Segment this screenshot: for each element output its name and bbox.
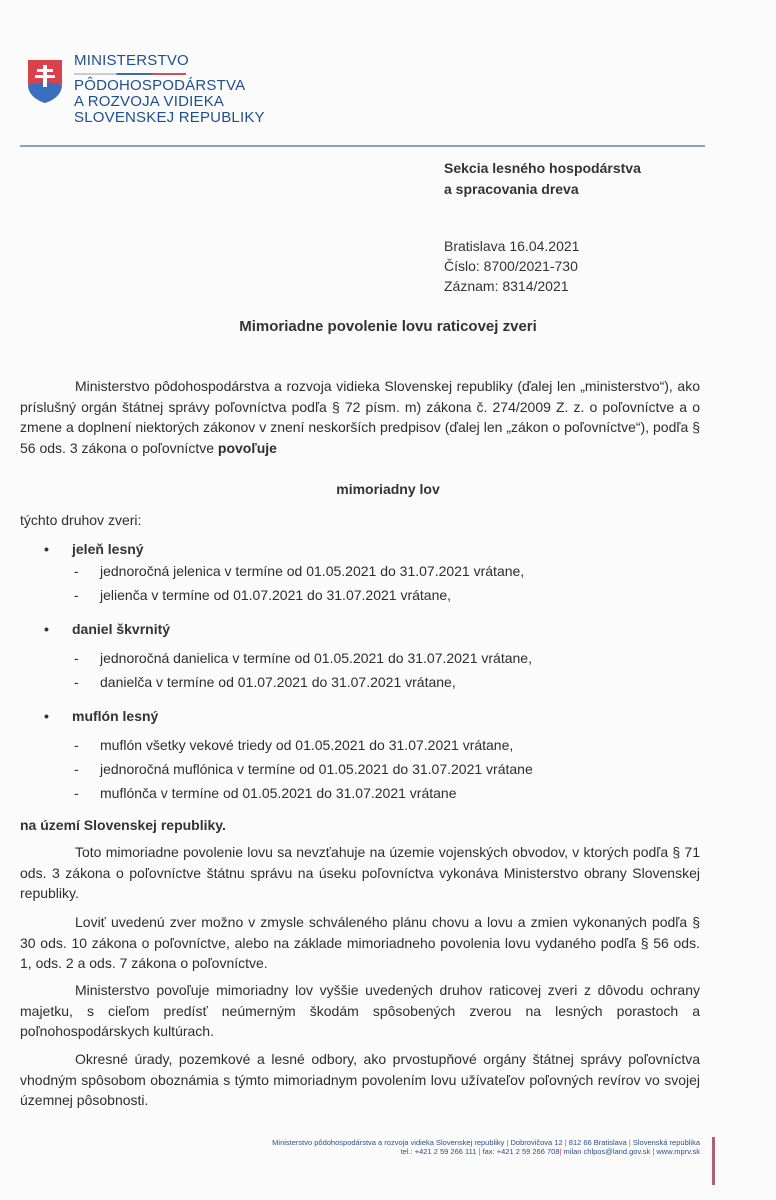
footer-phone: tel.: +421 2 59 266 111 xyxy=(400,1147,477,1156)
footer-org: Ministerstvo pôdohospodárstva a rozvoja vidieka Slovenskej republiky xyxy=(272,1138,505,1147)
body-paragraph: Toto mimoriadne povolenie lovu sa nevzťahuje na územie vojenských obvodov, v ktorých podľa § 71 ods. 3 zákona o poľovníctve štátnu správu na úseku poľovníctva vykonáva Ministerstvo obrany Slovenskej republiky. xyxy=(20,844,700,901)
territory: na území Slovenskej republiky. xyxy=(20,817,226,833)
footer-line-2: tel.: +421 2 59 266 111 | fax: +421 2 59 266 708| milan chlpos@land.gov.sk | www.mprv.sk xyxy=(400,1147,700,1156)
species-item xyxy=(44,541,144,557)
term-text: jednoročná jelenica v termíne od 01.05.2021 do 31.07.2021 vrátane, xyxy=(100,563,525,579)
species-name: jeleň lesný xyxy=(72,541,144,557)
section-line: a spracovania dreva xyxy=(444,181,579,197)
species-item xyxy=(44,708,158,724)
document-meta xyxy=(444,236,579,296)
dash-icon: - xyxy=(74,785,79,801)
body-paragraph: Ministerstvo povoľuje mimoriadny lov vyššie uvedených druhov raticovej zveri z dôvodu ochrany majetku, s cieľom predísť neúmerným škodám spôsobených zverou na lesných porastoch a poľnohospodárskych kultúrach. xyxy=(20,982,700,1039)
footer-email[interactable]: milan chlpos@land.gov.sk xyxy=(563,1147,651,1156)
species-term xyxy=(74,737,513,753)
body-paragraph: Loviť uvedenú zver možno v zmysle schváleného plánu chovu a lovu a zmien vykonaných podľa § 30 ods. 10 zákona o poľovníctve, alebo na základe mimoriadneho povolenia lovu vydaného podľa § 56 ods. 1, ods. 2 a ods. 7 zákona o poľovníctve. xyxy=(20,914,700,971)
tricolor-divider xyxy=(74,73,186,75)
document-number: Číslo: 8700/2021-730 xyxy=(444,258,578,274)
ministry-name-line: MINISTERSTVO xyxy=(74,52,189,69)
species-name: daniel škvrnitý xyxy=(72,621,171,637)
intro-paragraph xyxy=(20,376,700,458)
species-term xyxy=(74,761,533,777)
document-title: Mimoriadne povolenie lovu raticovej zveri xyxy=(239,318,537,335)
footer-street: Dobrovičova 12 xyxy=(510,1138,563,1147)
section-line: Sekcia lesného hospodárstva xyxy=(444,160,641,176)
term-text: jednoročná danielica v termíne od 01.05.2021 do 31.07.2021 vrátane, xyxy=(100,650,532,666)
species-term xyxy=(74,785,456,801)
bullet-icon: • xyxy=(44,541,49,557)
section-name xyxy=(444,158,641,200)
species-intro: týchto druhov zveri: xyxy=(20,512,142,528)
bullet-icon: • xyxy=(44,708,49,724)
ministry-name-line: SLOVENSKEJ REPUBLIKY xyxy=(74,109,265,126)
species-term xyxy=(74,563,524,579)
species-term xyxy=(74,587,451,603)
footer-website[interactable]: www.mprv.sk xyxy=(656,1147,700,1156)
dash-icon: - xyxy=(74,761,79,777)
species-term xyxy=(74,650,532,666)
place-date: Bratislava 16.04.2021 xyxy=(444,238,580,254)
ministry-name xyxy=(74,53,265,126)
dash-icon: - xyxy=(74,737,79,753)
footer-city: 812 66 Bratislava xyxy=(568,1138,627,1147)
term-text: muflón všetky vekové triedy od 01.05.2021 do 31.07.2021 vrátane, xyxy=(100,737,514,753)
body-paragraph: Okresné úrady, pozemkové a lesné odbory, ako prvostupňové orgány štátnej správy poľovníctva vhodným spôsobom oboznámia s týmto mimoriadnym povolením lovu užívateľov poľovných revírov vo svojej územnej pôsobnosti. xyxy=(20,1051,700,1108)
dash-icon: - xyxy=(74,650,79,666)
term-text: jednoročná muflónica v termíne od 01.05.2021 do 31.07.2021 vrátane xyxy=(100,761,533,777)
coat-of-arms-icon xyxy=(26,58,64,104)
footer-fax: fax: +421 2 59 266 708 xyxy=(482,1147,560,1156)
decision-heading: mimoriadny lov xyxy=(336,481,440,497)
ministry-name-line: PÔDOHOSPODÁRSTVA xyxy=(74,77,246,94)
species-name: muflón lesný xyxy=(72,708,159,724)
footer-contact xyxy=(160,1138,700,1156)
species-item xyxy=(44,621,170,637)
bullet-icon: • xyxy=(44,621,49,637)
footer-accent-bar xyxy=(712,1137,715,1185)
header-divider xyxy=(20,145,705,147)
footer-line-1: Ministerstvo pôdohospodárstva a rozvoja vidieka Slovenskej republiky | Dobrovičova 12 | 812 66 Bratislava | Slovenská republika xyxy=(272,1138,700,1147)
intro-text: Ministerstvo pôdohospodárstva a rozvoja vidieka Slovenskej republiky (ďalej len „ministerstvo“), ako príslušný orgán štátnej správy poľovníctva podľa § 72 písm. m) zákona č. 274/2009 Z. z. o poľovníctve a o zmene a doplnení niektorých zákonov v znení neskorších predpisov (ďalej len „zákon o poľovníctve“), podľa § 56 ods. 3 zákona o poľovníctve xyxy=(20,378,700,456)
dash-icon: - xyxy=(74,674,79,690)
ministry-name-line: A ROZVOJA VIDIEKA xyxy=(74,93,225,110)
term-text: danielča v termíne od 01.07.2021 do 31.07.2021 vrátane, xyxy=(100,674,456,690)
dash-icon: - xyxy=(74,563,79,579)
term-text: muflónča v termíne od 01.05.2021 do 31.07.2021 vrátane xyxy=(100,785,457,801)
intro-bold: povoľuje xyxy=(217,439,277,456)
dash-icon: - xyxy=(74,587,79,603)
record-number: Záznam: 8314/2021 xyxy=(444,278,569,294)
footer-country: Slovenská republika xyxy=(632,1138,700,1147)
species-term xyxy=(74,674,456,690)
term-text: jelienča v termíne od 01.07.2021 do 31.07.2021 vrátane, xyxy=(100,587,452,603)
